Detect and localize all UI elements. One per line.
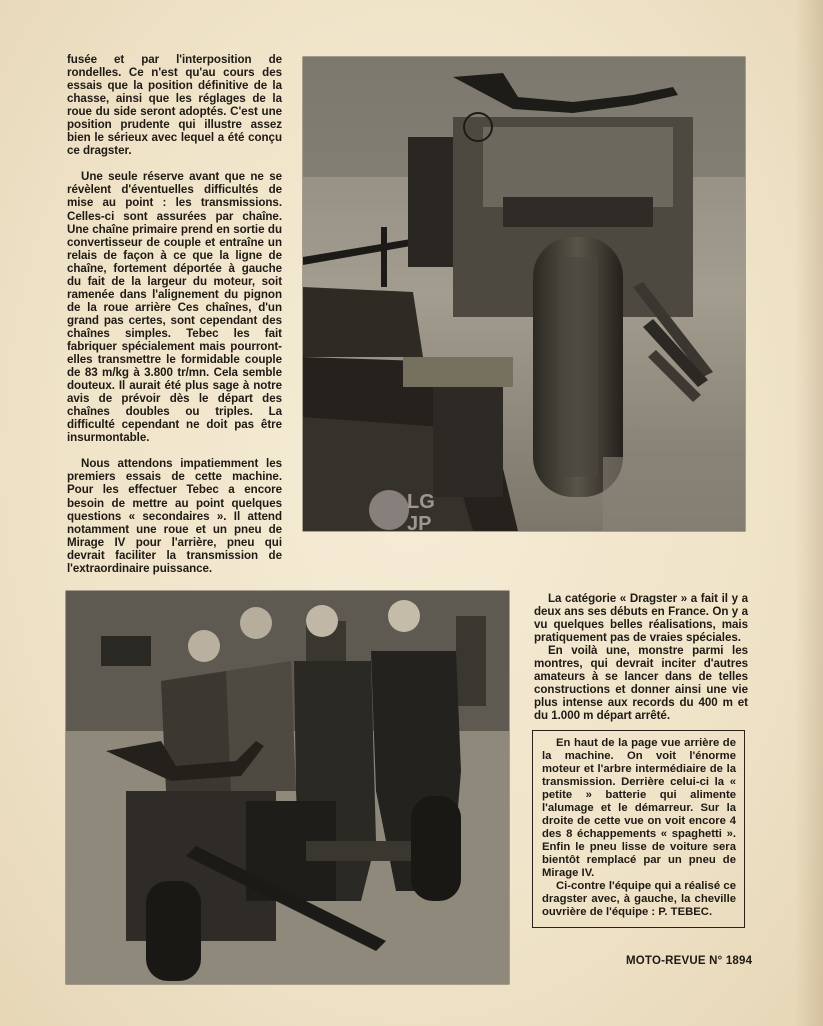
photo-caption-box bbox=[532, 730, 745, 928]
paragraph: En voilà une, monstre parmi les montres, qui devrait inciter d'autres amateurs à se lancer dans de telles constructions et donner ainsi une vie plus intense aux records du 400 m et du 1.000 m départ arrêté. bbox=[534, 644, 748, 723]
team-with-dragster-photo bbox=[66, 591, 509, 984]
watermark-text-top: LG bbox=[407, 491, 435, 513]
paragraph: fusée et par l'interposition de rondelles. Ce n'est qu'au cours des essais que la position définitive de la chasse, ainsi que les réglages de la roue du side seront adoptés. C'est une position prudente qui illustre assez bien le sérieux avec lequel a été conçu ce dragster. bbox=[67, 53, 282, 158]
page-footer: MOTO-REVUE N° 1894 bbox=[626, 955, 753, 967]
paragraph: La catégorie « Dragster » a fait il y a deux ans ses débuts en France. On y a vu quelques belles réalisations, mais pratiquement pas de vraies spéciales. bbox=[534, 592, 748, 645]
left-text-column bbox=[67, 53, 282, 588]
dragster-rear-view-photo bbox=[303, 57, 745, 531]
caption-paragraph: Ci-contre l'équipe qui a réalisé ce dragster avec, à gauche, la cheville ouvrière de l'équipe : P. TEBEC. bbox=[542, 880, 736, 918]
watermark-text-bottom: JP bbox=[407, 513, 432, 535]
right-text-column bbox=[534, 592, 748, 722]
paragraph: Une seule réserve avant que ne se révèlent d'éventuelles difficultés de mise au point : les transmissions. Celles-ci sont assurées par chaîne. Une chaîne primaire prend en sortie du convertisseur de couple et entraîne un relais de façon à ce que la ligne de chaîne, fortement déportée à gauche du fait de la largeur du moteur, soit ramenée dans l'alignement du pignon de la roue arrière Ces chaînes, d'un grand pas certes, sont cependant des chaînes simples. Tebec les fait fabriquer spécialement mais pourront-elles transmettre le formidable couple de 83 m/kg à 3.800 tr/mn. Cela semble douteux. Il aurait été plus sage à notre avis de prévoir dès le départ des chaînes doubles ou triples. La difficulté cependant ne doit pas être insurmontable. bbox=[67, 170, 282, 445]
watermark-logo bbox=[367, 480, 459, 542]
caption-paragraph: En haut de la page vue arrière de la machine. On voit l'énorme moteur et l'arbre intermédiaire de la transmission. Derrière celui-ci la « petite » batterie qui alimente l'alumage et le démarreur. Sur la droite de cette vue on voit encore 4 des 8 échappements « spaghetti ». Enfin le pneu lisse de voiture sera bientôt remplacé par un pneu de Mirage IV. bbox=[542, 737, 736, 879]
paragraph: Nous attendons impatiemment les premiers essais de cette machine. Pour les effectuer Tebec a encore besoin de mettre au point quelques questions « secondaires ». Il attend notamment une roue et un pneu de Mirage IV pour l'arrière, pneu qui devrait faciliter la transmission de l'extraordinaire puissance. bbox=[67, 457, 282, 575]
